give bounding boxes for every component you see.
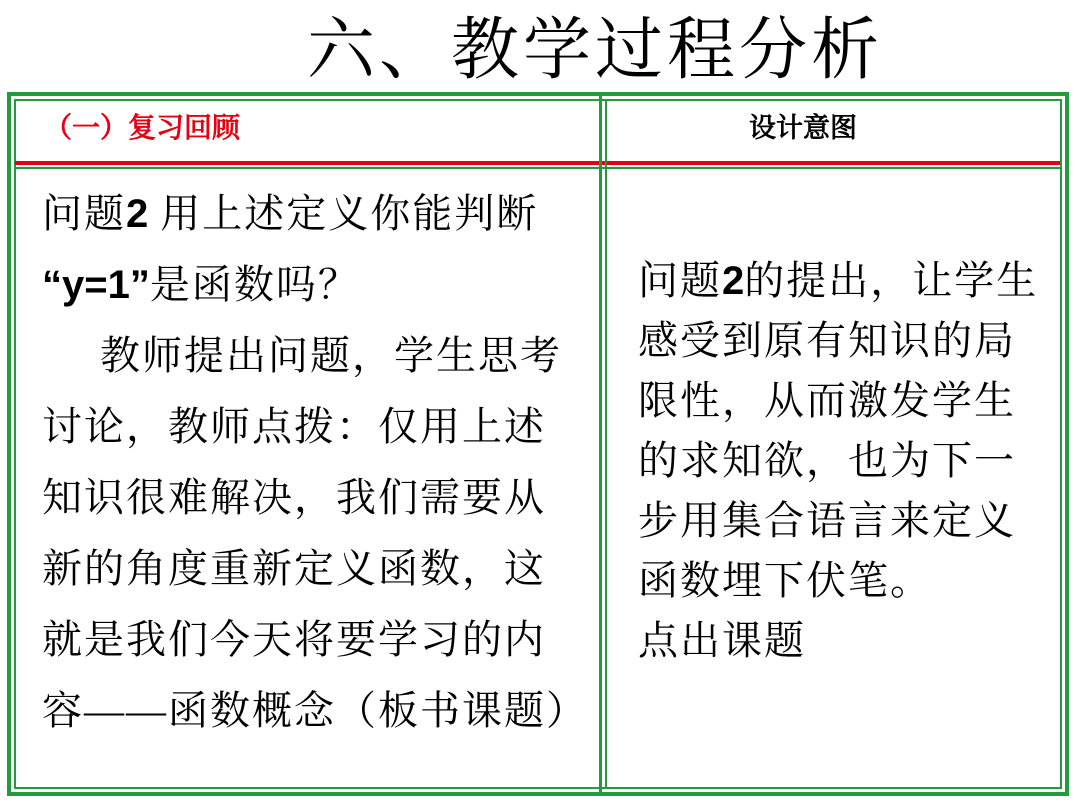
intent-line: 函数埋下伏笔。: [638, 558, 932, 603]
intent-line: 点出课题: [638, 618, 806, 663]
column-heading-design-intent: 设计意图: [749, 113, 857, 143]
column-divider-outer: [599, 95, 602, 793]
slide-title: 六、教学过程分析: [306, 12, 883, 88]
process-line: 讨论，教师点拨：仅用上述: [42, 404, 546, 449]
header-separator-red: [15, 161, 1060, 165]
process-line: 问题2 用上述定义你能判断: [42, 191, 539, 236]
process-line: 教师提出问题，学生思考: [100, 333, 562, 378]
intent-line: 步用集合语言来定义: [638, 498, 1016, 543]
process-line: “y=1”是函数吗？: [42, 262, 360, 307]
intent-line: 感受到原有知识的局: [638, 318, 1016, 363]
process-line: 知识很难解决，我们需要从: [42, 475, 546, 520]
column-divider-inner: [605, 100, 607, 788]
teaching-process-column: [42, 178, 594, 746]
intent-line: 限性，从而激发学生: [638, 378, 1016, 423]
design-intent-column: [638, 251, 1056, 671]
section-heading-review: （一）复习回顾: [44, 112, 241, 143]
intent-line: 问题2的提出，让学生: [638, 258, 1039, 303]
intent-line: 的求知欲，也为下一: [638, 438, 1016, 483]
process-line: 就是我们今天将要学习的内: [42, 617, 546, 662]
process-line: 容——函数概念（板书课题）: [42, 688, 588, 733]
process-line: 新的角度重新定义函数，这: [42, 546, 546, 591]
header-separator-green: [15, 167, 1060, 169]
